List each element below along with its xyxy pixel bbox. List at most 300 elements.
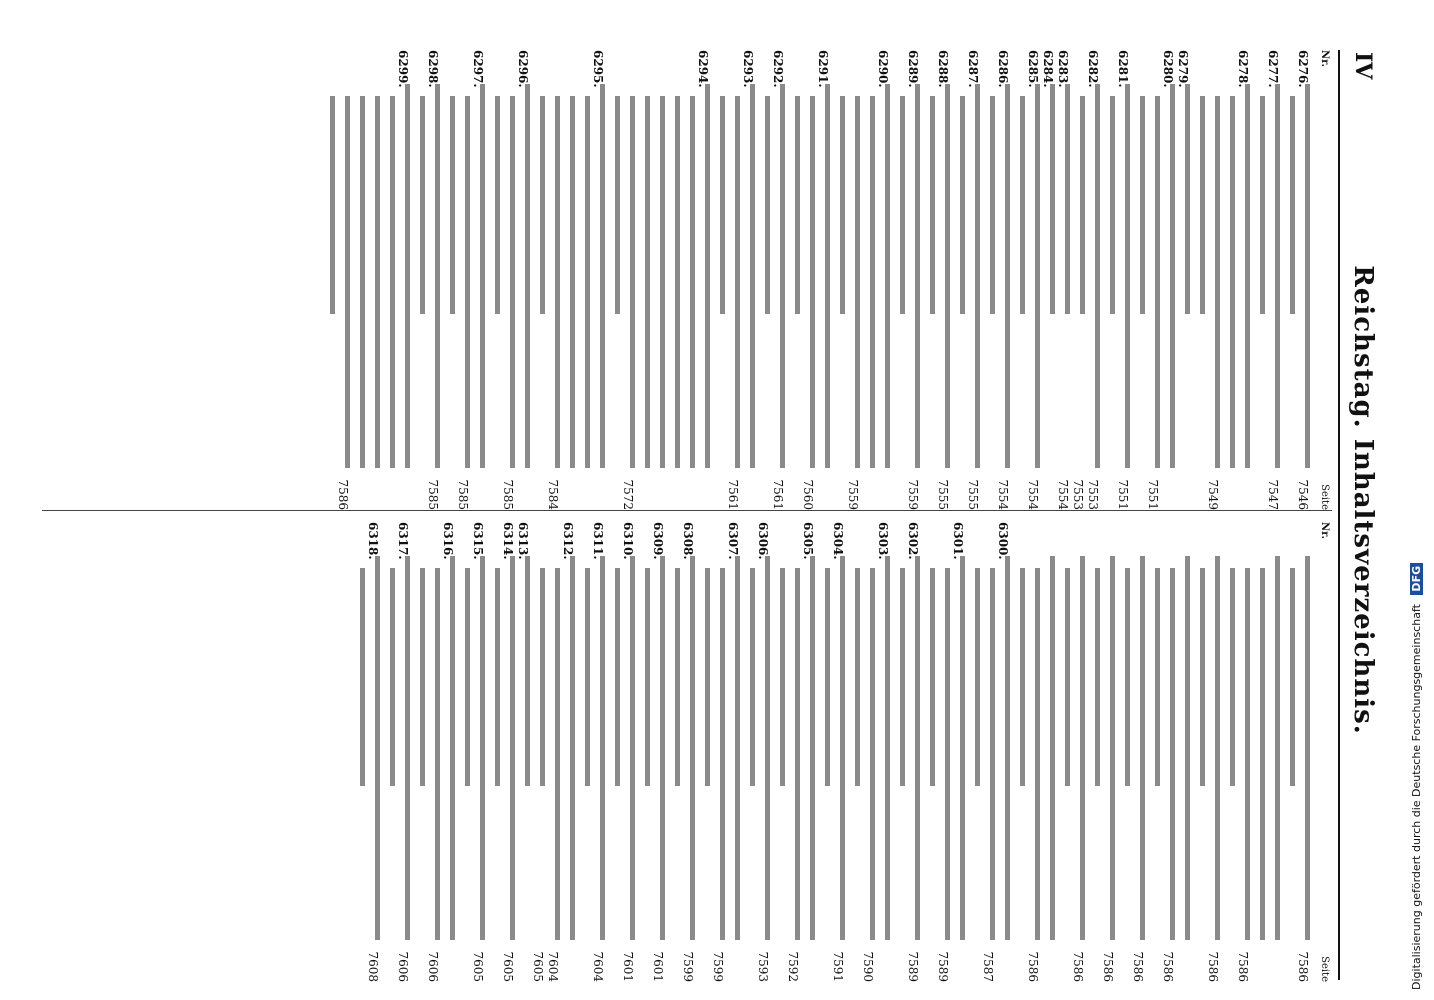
- entry-number: 6284.: [1041, 50, 1055, 88]
- right-column: [350, 522, 1330, 982]
- toc-entry: [360, 522, 380, 982]
- text-line: [585, 568, 590, 786]
- text-line: [1200, 96, 1205, 314]
- entry-number: 6302.: [906, 522, 920, 560]
- nr-label: Nr.: [1319, 50, 1330, 67]
- text-line: [405, 84, 410, 468]
- entry-description-lines: [645, 556, 665, 940]
- toc-entry: [675, 522, 695, 982]
- toc-entry: [495, 522, 515, 982]
- text-line: [420, 96, 425, 314]
- text-line: [1200, 568, 1205, 786]
- entry-number: 6301.: [951, 522, 965, 560]
- dfg-logo: DFG: [1410, 563, 1423, 595]
- entry-description-lines: [780, 556, 815, 940]
- toc-entry: [840, 50, 890, 510]
- text-line: [990, 96, 995, 314]
- text-line: [615, 96, 620, 314]
- entry-page-number: 7586: [1206, 951, 1220, 982]
- entry-number: 6287.: [966, 50, 980, 88]
- toc-entry: [930, 522, 965, 982]
- entry-number: 6306.: [756, 522, 770, 560]
- toc-entry: [1260, 50, 1280, 510]
- entry-page-number: 7551: [1146, 479, 1160, 510]
- toc-entry: [465, 522, 485, 982]
- text-line: [1065, 568, 1070, 786]
- entry-page-number: 7586: [1026, 951, 1040, 982]
- entry-number: 6291.: [816, 50, 830, 88]
- digitization-footer: [1410, 10, 1430, 990]
- text-line: [510, 96, 515, 468]
- entry-description-lines: [930, 84, 950, 468]
- entry-page-number: 7559: [906, 479, 920, 510]
- text-line: [1125, 84, 1130, 468]
- text-line: [495, 568, 500, 786]
- toc-entry: [420, 522, 455, 982]
- entry-description-lines: [1230, 556, 1280, 940]
- entry-number: 6315.: [471, 522, 485, 560]
- text-line: [930, 96, 935, 314]
- text-line: [570, 556, 575, 940]
- entry-page-number: 7604: [591, 951, 605, 982]
- entry-page-number: 7587: [981, 951, 995, 982]
- text-line: [990, 568, 995, 940]
- toc-entry: [960, 50, 980, 510]
- text-line: [735, 556, 740, 940]
- toc-entry: [540, 50, 605, 510]
- toc-entry: [1110, 50, 1130, 510]
- text-line: [450, 556, 455, 940]
- entry-number: 6289.: [906, 50, 920, 88]
- entry-number: 6293.: [741, 50, 755, 88]
- entry-number: 6286.: [996, 50, 1010, 88]
- text-line: [525, 556, 530, 786]
- text-line: [1035, 568, 1040, 940]
- toc-entry: [750, 522, 770, 982]
- entry-number: 6295.: [591, 50, 605, 88]
- text-line: [465, 96, 470, 468]
- entry-description-lines: [675, 556, 695, 940]
- entry-page-number: 7601: [621, 951, 635, 982]
- text-line: [1275, 556, 1280, 940]
- text-line: [1095, 84, 1100, 468]
- entry-page-number: 7608: [366, 951, 380, 982]
- entry-page-number: 7586: [1296, 951, 1310, 982]
- toc-entry: [585, 522, 605, 982]
- text-line: [1290, 96, 1295, 314]
- entry-page-number: 7592: [786, 951, 800, 982]
- text-line: [1155, 568, 1160, 786]
- entry-number: 6288.: [936, 50, 950, 88]
- entry-number: 6280.: [1161, 50, 1175, 88]
- text-line: [465, 568, 470, 786]
- toc-entry: [1230, 522, 1280, 982]
- entry-page-number: 7590: [861, 951, 875, 982]
- entry-number: 6281.: [1116, 50, 1130, 88]
- entry-description-lines: [825, 556, 845, 940]
- entry-description-lines: [1140, 84, 1175, 468]
- text-line: [840, 96, 845, 314]
- text-line: [1095, 568, 1100, 786]
- text-line: [915, 84, 920, 468]
- toc-entry: [765, 50, 785, 510]
- text-line: [690, 96, 695, 468]
- text-line: [645, 96, 650, 468]
- page-header: [1346, 0, 1380, 1000]
- toc-entry: [705, 522, 740, 982]
- text-line: [1245, 568, 1250, 940]
- toc-entry: [1290, 522, 1310, 982]
- entry-page-number: 7584: [546, 479, 560, 510]
- text-line: [495, 96, 500, 314]
- column-divider: [42, 510, 1332, 511]
- text-line: [660, 96, 665, 468]
- entry-number: 6294.: [696, 50, 710, 88]
- entry-description-lines: [1020, 84, 1040, 468]
- text-line: [810, 556, 815, 940]
- toc-entry: [900, 522, 920, 982]
- text-line: [840, 556, 845, 940]
- entry-description-lines: [1155, 556, 1190, 940]
- toc-entry: [1200, 50, 1250, 510]
- entry-number: 6313.: [516, 522, 530, 560]
- text-line: [345, 96, 350, 468]
- text-line: [435, 84, 440, 468]
- text-line: [1155, 96, 1160, 468]
- text-line: [645, 568, 650, 786]
- page-title: Reichstag. Inhaltsverzeichnis.: [1348, 265, 1378, 735]
- entry-description-lines: [540, 556, 575, 940]
- footer-text-wrap: [1410, 10, 1430, 990]
- text-line: [525, 84, 530, 468]
- entry-description-lines: [1290, 84, 1310, 468]
- entry-description-lines: [1200, 84, 1250, 468]
- entry-number: 6305.: [801, 522, 815, 560]
- text-line: [390, 568, 395, 786]
- text-line: [1290, 568, 1295, 786]
- toc-entry: [1065, 522, 1085, 982]
- entry-number: 6296.: [516, 50, 530, 88]
- right-entries: [360, 522, 1310, 982]
- entry-number: 6300.: [996, 522, 1010, 560]
- toc-entry: [795, 50, 830, 510]
- entry-page-number: 7585: [501, 479, 515, 510]
- entry-page-number: 7606: [426, 951, 440, 982]
- entry-description-lines: [450, 84, 485, 468]
- text-line: [480, 556, 485, 940]
- toc-entry: [420, 50, 440, 510]
- text-line: [1005, 556, 1010, 940]
- entry-page-number: 7553: [1071, 479, 1085, 510]
- entry-page-number: 7591: [831, 951, 845, 982]
- text-line: [960, 556, 965, 940]
- entry-page-number: 7554: [1056, 479, 1070, 510]
- entry-number: 6297.: [471, 50, 485, 88]
- entry-page-number: 7599: [681, 951, 695, 982]
- text-line: [360, 568, 365, 786]
- toc-entry: [855, 522, 890, 982]
- toc-entry: [900, 50, 920, 510]
- left-column: [320, 50, 1330, 510]
- text-line: [1020, 568, 1025, 786]
- entry-page-number: 7586: [1161, 951, 1175, 982]
- entry-number: 6278.: [1236, 50, 1250, 88]
- entry-number: 6283.: [1056, 50, 1070, 88]
- toc-entry: [540, 522, 575, 982]
- entry-page-number: 7554: [1026, 479, 1040, 510]
- entry-description-lines: [615, 556, 635, 940]
- text-line: [675, 568, 680, 786]
- text-line: [360, 96, 365, 468]
- entry-number: 6276.: [1296, 50, 1310, 88]
- toc-entry: [390, 522, 410, 982]
- text-line: [1230, 568, 1235, 786]
- toc-entry: [1155, 522, 1190, 982]
- entry-description-lines: [1260, 84, 1280, 468]
- entry-description-lines: [1290, 556, 1310, 940]
- entry-page-number: 7560: [801, 479, 815, 510]
- text-line: [420, 568, 425, 786]
- entry-page-number: 7599: [711, 951, 725, 982]
- entry-page-number: 7606: [396, 951, 410, 982]
- text-line: [720, 568, 725, 940]
- entry-description-lines: [795, 84, 830, 468]
- text-line: [780, 568, 785, 786]
- entry-description-lines: [495, 556, 515, 940]
- entry-number: 6298.: [426, 50, 440, 88]
- text-line: [390, 96, 395, 468]
- toc-entry: [1080, 50, 1100, 510]
- header-rule: [1338, 50, 1340, 980]
- text-line: [1110, 556, 1115, 940]
- entry-description-lines: [855, 556, 890, 940]
- text-line: [1170, 568, 1175, 940]
- text-line: [450, 96, 455, 314]
- entry-description-lines: [930, 556, 965, 940]
- text-line: [855, 96, 860, 468]
- text-line: [540, 96, 545, 314]
- text-line: [1080, 96, 1085, 314]
- toc-entry: [450, 50, 485, 510]
- entry-description-lines: [1200, 556, 1220, 940]
- entry-number: 6312.: [561, 522, 575, 560]
- entry-page-number: 7585: [426, 479, 440, 510]
- entry-page-number: 7549: [1206, 479, 1220, 510]
- text-line: [1050, 84, 1055, 314]
- text-line: [900, 568, 905, 786]
- entry-number: 6303.: [876, 522, 890, 560]
- text-line: [870, 568, 875, 940]
- entry-number: 6317.: [396, 522, 410, 560]
- entry-page-number: 7572: [621, 479, 635, 510]
- entry-description-lines: [1065, 556, 1085, 940]
- text-line: [945, 568, 950, 940]
- right-column-heads: [1314, 522, 1330, 982]
- entry-description-lines: [420, 84, 440, 468]
- text-line: [405, 556, 410, 940]
- text-line: [1125, 568, 1130, 786]
- toc-entry: [1095, 522, 1115, 982]
- toc-entry: [825, 522, 845, 982]
- entry-description-lines: [705, 556, 740, 940]
- entry-number: 6318.: [366, 522, 380, 560]
- toc-entry: [1200, 522, 1220, 982]
- entry-page-number: 7601: [651, 951, 665, 982]
- entry-description-lines: [900, 556, 920, 940]
- entry-description-lines: [1095, 556, 1115, 940]
- entry-page-number: 7547: [1266, 479, 1280, 510]
- text-line: [900, 96, 905, 314]
- entry-description-lines: [585, 556, 605, 940]
- text-line: [1110, 96, 1115, 314]
- entry-page-number: 7586: [1131, 951, 1145, 982]
- entry-description-lines: [765, 84, 785, 468]
- entry-page-number: 7546: [1296, 479, 1310, 510]
- text-line: [1080, 556, 1085, 940]
- text-line: [435, 568, 440, 940]
- entry-description-lines: [1125, 556, 1145, 940]
- text-line: [555, 96, 560, 468]
- entry-description-lines: [840, 84, 890, 468]
- toc-entry: [1020, 522, 1055, 982]
- entry-description-lines: [720, 84, 755, 468]
- entry-number: 6308.: [681, 522, 695, 560]
- text-line: [585, 96, 590, 468]
- text-line: [825, 84, 830, 468]
- entry-number: 6279.: [1176, 50, 1190, 88]
- entry-number: 6290.: [876, 50, 890, 88]
- left-column-heads: [1314, 50, 1330, 510]
- text-line: [1245, 84, 1250, 468]
- text-line: [1140, 556, 1145, 940]
- nr-label: Nr.: [1319, 522, 1330, 539]
- text-line: [705, 84, 710, 468]
- text-line: [1005, 84, 1010, 468]
- toc-entry: [1020, 50, 1040, 510]
- text-line: [705, 568, 710, 786]
- toc-entry: [645, 522, 665, 982]
- text-line: [555, 568, 560, 940]
- entry-description-lines: [975, 556, 1010, 940]
- entry-description-lines: [360, 556, 380, 940]
- entry-number: 6311.: [591, 522, 605, 560]
- text-line: [1260, 568, 1265, 940]
- entry-page-number: 7586: [1101, 951, 1115, 982]
- text-line: [855, 568, 860, 786]
- text-line: [750, 568, 755, 786]
- entry-description-lines: [960, 84, 980, 468]
- text-line: [885, 84, 890, 468]
- text-line: [600, 556, 605, 940]
- entry-description-lines: [525, 556, 530, 940]
- entry-description-lines: [330, 84, 410, 468]
- text-line: [870, 96, 875, 468]
- entry-description-lines: [420, 556, 455, 940]
- entry-page-number: 7561: [771, 479, 785, 510]
- toc-entry: [615, 522, 635, 982]
- text-line: [660, 556, 665, 940]
- entry-page-number: 7589: [906, 951, 920, 982]
- entry-description-lines: [1080, 84, 1100, 468]
- text-line: [960, 96, 965, 314]
- text-line: [1230, 96, 1235, 468]
- text-line: [1170, 84, 1175, 468]
- entry-description-lines: [900, 84, 920, 468]
- text-line: [375, 96, 380, 468]
- text-line: [1185, 556, 1190, 940]
- toc-entry: [990, 50, 1010, 510]
- text-line: [1275, 84, 1280, 468]
- text-line: [885, 556, 890, 940]
- toc-entry: [615, 50, 710, 510]
- text-line: [330, 96, 335, 314]
- text-line: [975, 84, 980, 468]
- text-line: [1305, 556, 1310, 940]
- entry-page-number: 7589: [936, 951, 950, 982]
- text-line: [780, 84, 785, 468]
- text-line: [1215, 556, 1220, 940]
- entry-page-number: 7555: [936, 479, 950, 510]
- entry-description-lines: [990, 84, 1010, 468]
- entry-description-lines: [1020, 556, 1055, 940]
- entry-page-number: 7554: [996, 479, 1010, 510]
- seite-label: Seite: [1319, 484, 1330, 510]
- footer-text: Digitalisierung gefördert durch die Deutsche Forschungsgemeinschaft: [1410, 604, 1423, 990]
- text-line: [690, 556, 695, 940]
- entry-description-lines: [1110, 84, 1130, 468]
- entry-page-number: 7605: [471, 951, 485, 982]
- text-line: [945, 84, 950, 468]
- text-line: [675, 96, 680, 468]
- text-line: [810, 96, 815, 468]
- text-line: [615, 568, 620, 786]
- entry-page-number: 7586: [336, 479, 350, 510]
- toc-entry: [1290, 50, 1310, 510]
- entry-page-number: 7555: [966, 479, 980, 510]
- text-line: [825, 568, 830, 786]
- entry-page-number: 7593: [756, 951, 770, 982]
- text-line: [765, 556, 770, 940]
- entry-page-number: 7604: [546, 951, 560, 982]
- entry-number: 6307.: [726, 522, 740, 560]
- text-line: [1140, 96, 1145, 314]
- entry-number: 6316.: [441, 522, 455, 560]
- toc-entry: [1140, 50, 1175, 510]
- text-line: [765, 96, 770, 314]
- text-line: [795, 96, 800, 314]
- text-line: [570, 96, 575, 468]
- toc-entry: [1125, 522, 1145, 982]
- text-line: [1035, 84, 1040, 468]
- text-line: [1215, 96, 1220, 468]
- entry-description-lines: [495, 84, 530, 468]
- entry-page-number: 7605: [501, 951, 515, 982]
- toc-entry: [1176, 50, 1190, 510]
- toc-entry: [780, 522, 815, 982]
- text-line: [1305, 84, 1310, 468]
- entry-page-number: 7559: [846, 479, 860, 510]
- entry-page-number: 7605: [531, 951, 545, 982]
- entry-number: 6292.: [771, 50, 785, 88]
- entry-description-lines: [465, 556, 485, 940]
- entry-number: 6282.: [1086, 50, 1100, 88]
- text-line: [375, 556, 380, 940]
- entry-page-number: 7551: [1116, 479, 1130, 510]
- text-line: [1065, 84, 1070, 314]
- text-line: [1185, 84, 1190, 314]
- text-line: [1020, 96, 1025, 314]
- text-line: [795, 568, 800, 940]
